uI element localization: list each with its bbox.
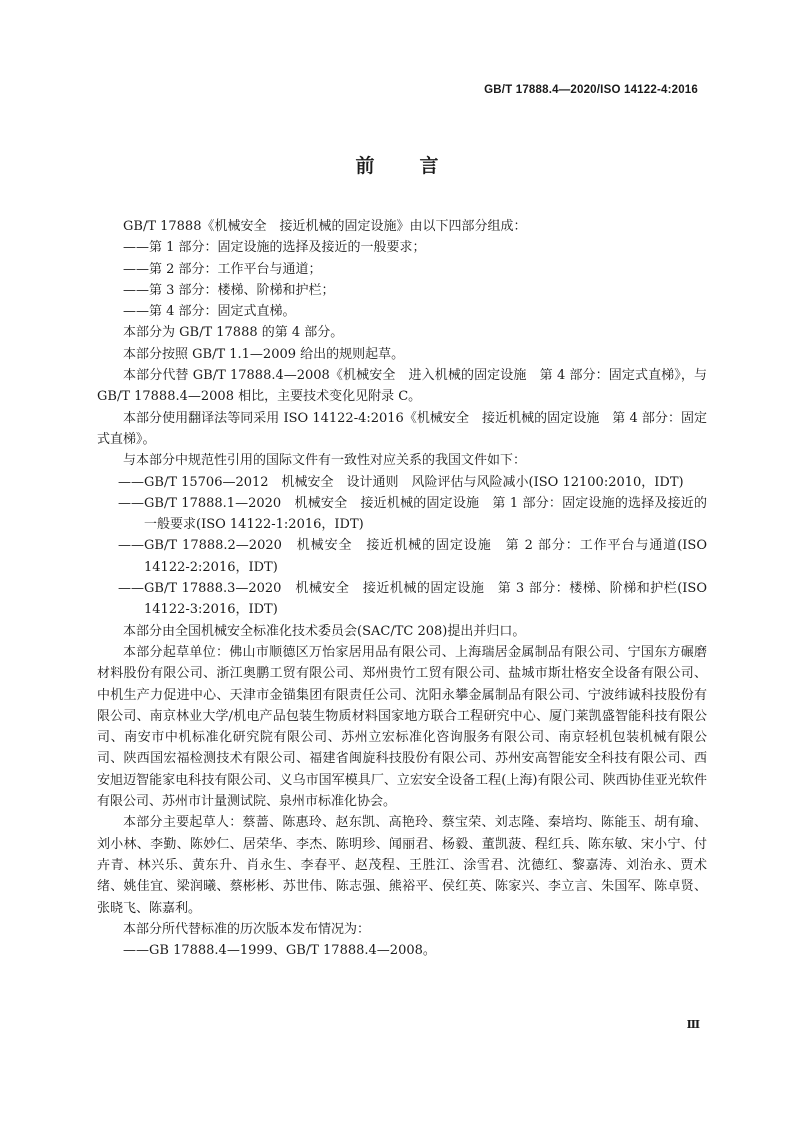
correspondence-intro: 与本部分中规范性引用的国际文件有一致性对应关系的我国文件如下： xyxy=(123,453,527,469)
list-item: ——GB/T 17888.2—2020 机械安全 接近机械的固定设施 第 2 部分：工作平台与通道(ISO 14122-2:2016，IDT) xyxy=(118,538,707,575)
this-part-paragraph: 本部分为 GB/T 17888 的第 4 部分。 xyxy=(123,325,344,341)
correspondence-list xyxy=(97,472,707,621)
list-item: ——第 1 部分：固定设施的选择及接近的一般要求； xyxy=(123,240,426,256)
list-item: ——第 2 部分：工作平台与通道； xyxy=(123,261,322,277)
list-item: ——GB 17888.4—1999、GB/T 17888.4—2008。 xyxy=(123,943,436,959)
replaces-paragraph: 本部分代替 GB/T 17888.4—2008《机械安全 进入机械的固定设施 第 4 部分：固定式直梯》，与 GB/T 17888.4—2008 相比，主要技术变化见附录 C。 xyxy=(97,368,707,405)
drafting-rule-paragraph: 本部分按照 GB/T 1.1—2009 给出的规则起草。 xyxy=(123,346,405,362)
history-intro: 本部分所代替标准的历次版本发布情况为： xyxy=(123,921,371,937)
intro-paragraph: GB/T 17888《机械安全 接近机械的固定设施》由以下四部分组成： xyxy=(123,219,527,234)
list-item: ——GB/T 17888.3—2020 机械安全 接近机械的固定设施 第 3 部分：楼梯、阶梯和护栏(ISO 14122-3:2016，IDT) xyxy=(118,581,707,618)
page-number: Ⅲ xyxy=(686,1018,700,1031)
page-title: 前言 xyxy=(355,155,484,177)
standard-code-header: GB/T 17888.4—2020/ISO 14122-4:2016 xyxy=(484,84,698,96)
proposed-by-paragraph: 本部分由全国机械安全标准化技术委员会(SAC/TC 208)提出并归口。 xyxy=(123,623,526,639)
list-item: ——GB/T 17888.1—2020 机械安全 接近机械的固定设施 第 1 部分：固定设施的选择及接近的一般要求(ISO 14122-1:2016，IDT) xyxy=(118,495,707,533)
list-item: ——GB/T 15706—2012 机械安全 设计通则 风险评估与风险减小(ISO 12100:2010，IDT) xyxy=(118,474,684,490)
list-item: ——第 3 部分：楼梯、阶梯和护栏； xyxy=(123,282,335,298)
foreword-body xyxy=(97,216,707,961)
parts-list xyxy=(97,237,707,322)
translation-paragraph: 本部分使用翻译法等同采用 ISO 14122-4:2016《机械安全 接近机械的固定设施 第 4 部分：固定式直梯》。 xyxy=(97,410,707,447)
drafters-paragraph: 本部分主要起草人：蔡蔷、陈惠玲、赵东凯、高艳玲、蔡宝荣、刘志隆、秦培均、陈能玉、胡有瑜、刘小林、李勤、陈妙仁、居荣华、李杰、陈明珍、闻丽君、杨毅、董凯菠、程红兵、陈东敏、宋小宁、付卉青、林兴乐、黄东升、肖永生、李春平、赵茂程、王胜江、涂雪君、沈德红、黎嘉涛、刘治永、贾术绪、姚佳宜、梁润曦、蔡彬彬、苏世伟、陈志强、熊裕平、侯红英、陈家兴、李立言、朱国军、陈卓贤、张晓飞、陈嘉利。 xyxy=(97,815,707,916)
drafting-units-paragraph: 本部分起草单位：佛山市顺德区万怡家居用品有限公司、上海瑞居金属制品有限公司、宁国东方碾磨材料股份有限公司、浙江奥鹏工贸有限公司、郑州贵竹工贸有限公司、盐城市斯壮格安全设备有限公司、中机生产力促进中心、天津市金锚集团有限责任公司、沈阳永攀金属制品有限公司、宁波纬诚科技股份有限公司、南京林业大学/机电产品包装生物质材料国家地方联合工程研究中心、厦门莱凯盛智能科技有限公司、南安市中机标准化研究院有限公司、苏州立宏标准化咨询服务有限公司、南京轻机包装机械有限公司、陕西国宏福检测技术有限公司、福建省闽旋科技股份有限公司、苏州安高智能安全科技有限公司、西安旭迈智能家电科技有限公司、义乌市国军模具厂、立宏安全设备工程(上海)有限公司、陕西协佳亚光软件有限公司、苏州市计量测试院、泉州市标准化协会。 xyxy=(97,644,707,810)
list-item: ——第 4 部分：固定式直梯。 xyxy=(123,304,296,320)
